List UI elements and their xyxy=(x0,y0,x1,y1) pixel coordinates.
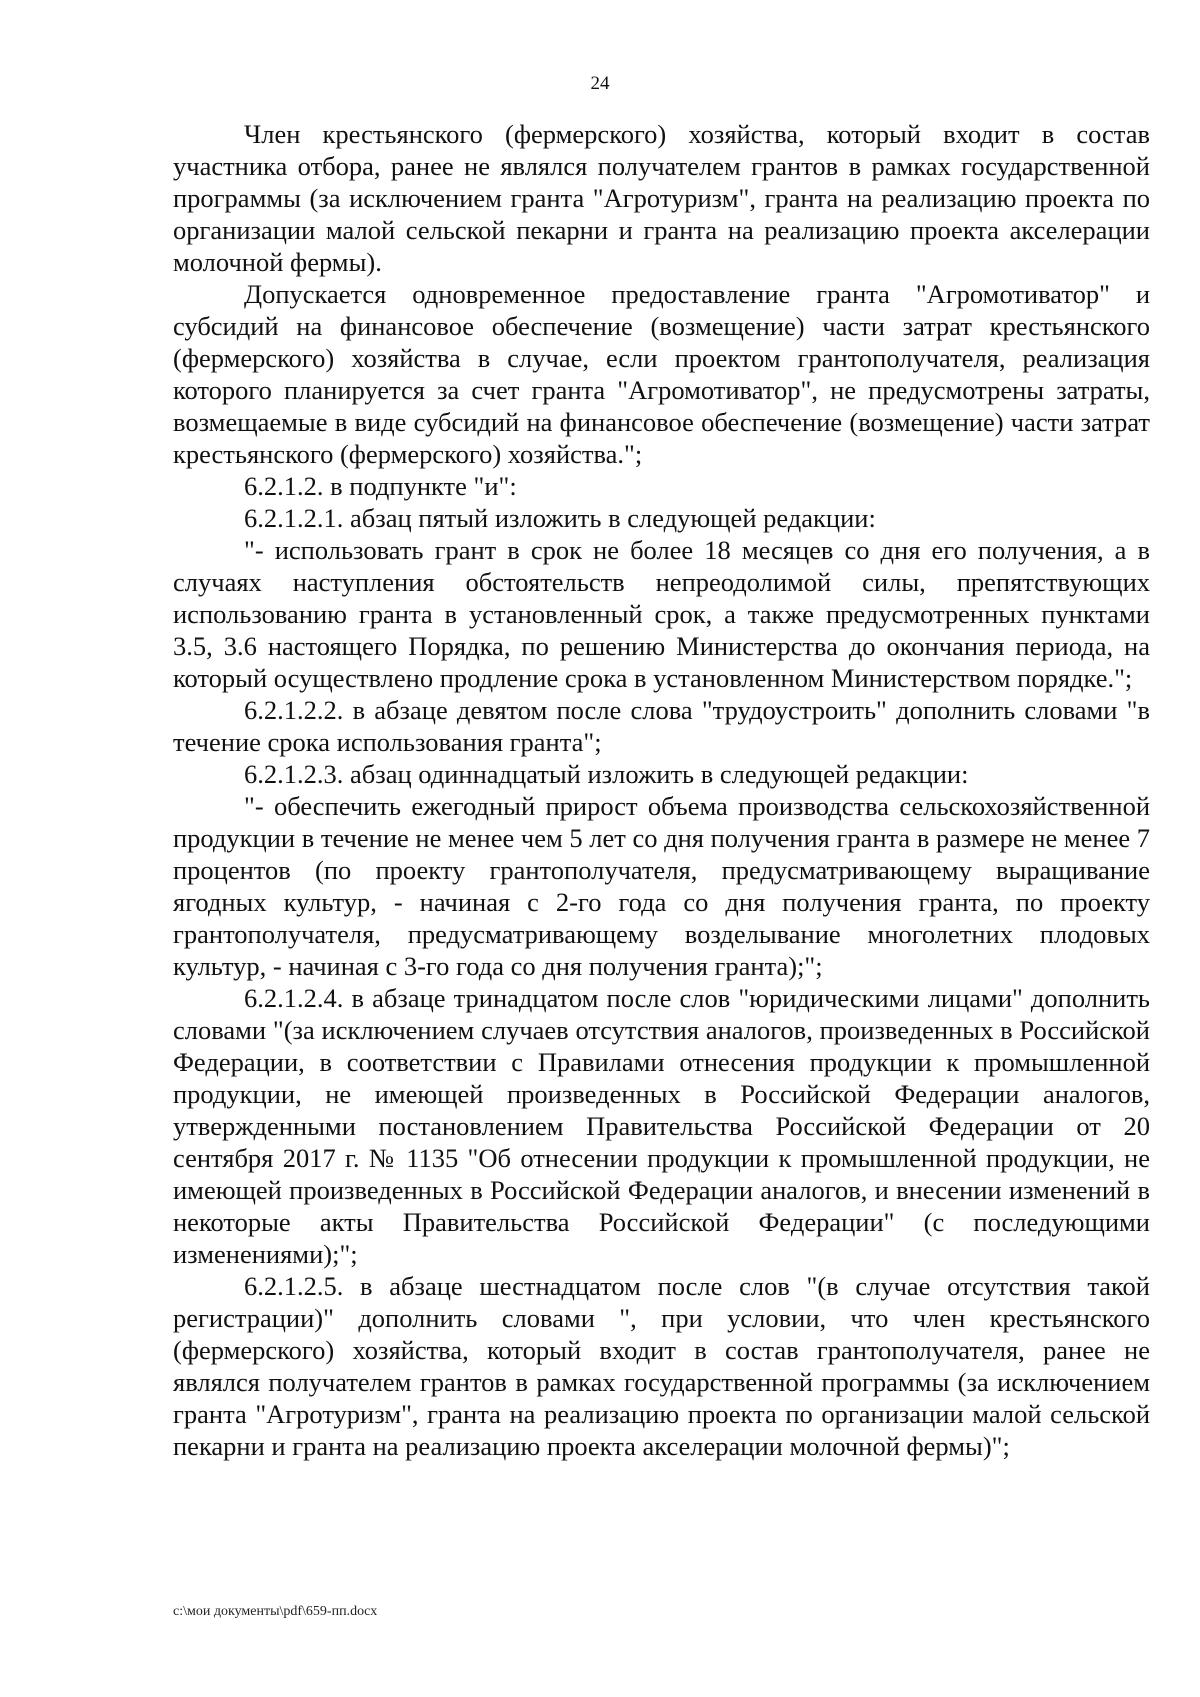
paragraph-6-2-1-2-5: 6.2.1.2.5. в абзаце шестнадцатом после слов "(в случае отсутствия такой регистрации)" дополнить словами ", при условии, что член крестьянского (фермерского) хозяйства, который входит в состав грантополучателя, ранее не являлся получателем грантов в рамках государственной программы (за исключением гранта "Агротуризм", гранта на реализацию проекта по организации малой сельской пекарни и гранта на реализацию проекта акселерации молочной фермы)"; xyxy=(173,1271,1150,1461)
paragraph-grant-usage-term: "- использовать грант в срок не более 18 месяцев со дня его получения, а в случаях наступления обстоятельств непреодолимой силы, препятствующих использованию гранта в установленный срок, а также предусмотренных пунктами 3.5, 3.6 настоящего Порядка, по решению Министерства до окончания периода, на который осуществлено продление срока в установленном Министерством порядке."; xyxy=(173,535,1150,693)
paragraph-kfh-member-condition: Член крестьянского (фермерского) хозяйства, который входит в состав участника отбора, ранее не являлся получателем грантов в рамках государственной программы (за исключением гранта "Агротуризм", гранта на реализацию проекта по организации малой сельской пекарни и гранта на реализацию проекта акселерации молочной фермы). xyxy=(173,119,1150,277)
document-body xyxy=(173,118,1150,1462)
paragraph-6-2-1-2-2: 6.2.1.2.2. в абзаце девятом после слова "трудоустроить" дополнить словами "в течение срока использования гранта"; xyxy=(173,695,1150,757)
paragraph-6-2-1-2-3: 6.2.1.2.3. абзац одиннадцатый изложить в следующей редакции: xyxy=(244,759,969,789)
paragraph-simultaneous-grant: Допускается одновременное предоставление гранта "Агромотиватор" и субсидий на финансовое обеспечение (возмещение) части затрат крестьянского (фермерского) хозяйства в случае, если проектом грантополучателя, реализация которого планируется за счет гранта "Агромотиватор", не предусмотрены затраты, возмещаемые в виде субсидий на финансовое обеспечение (возмещение) части затрат крестьянского (фермерского) хозяйства."; xyxy=(173,279,1150,469)
footer-file-path: c:\мои документы\pdf\659-пп.docx xyxy=(173,1604,378,1619)
page-number: 24 xyxy=(590,73,610,94)
paragraph-production-growth: "- обеспечить ежегодный прирост объема производства сельскохозяйственной продукции в течение не менее чем 5 лет со дня получения гранта в размере не менее 7 процентов (по проекту грантополучателя, предусматривающему выращивание ягодных культур, - начиная с 2-го года со дня получения гранта, по проекту грантополучателя, предусматривающему возделывание многолетних плодовых культур, - начиная с 3-го года со дня получения гранта);"; xyxy=(173,791,1150,981)
paragraph-6-2-1-2: 6.2.1.2. в подпункте "и": xyxy=(244,471,517,501)
paragraph-6-2-1-2-4: 6.2.1.2.4. в абзаце тринадцатом после слов "юридическими лицами" дополнить словами "(за исключением случаев отсутствия аналогов, произведенных в Российской Федерации, в соответствии с Правилами отнесения продукции к промышленной продукции, не имеющей произведенных в Российской Федерации аналогов, утвержденными постановлением Правительства Российской Федерации от 20 сентября 2017 г. № 1135 "Об отнесении продукции к промышленной продукции, не имеющей произведенных в Российской Федерации аналогов, и внесении изменений в некоторые акты Правительства Российской Федерации" (с последующими изменениями);"; xyxy=(173,983,1150,1269)
paragraph-6-2-1-2-1: 6.2.1.2.1. абзац пятый изложить в следующей редакции: xyxy=(244,503,876,533)
